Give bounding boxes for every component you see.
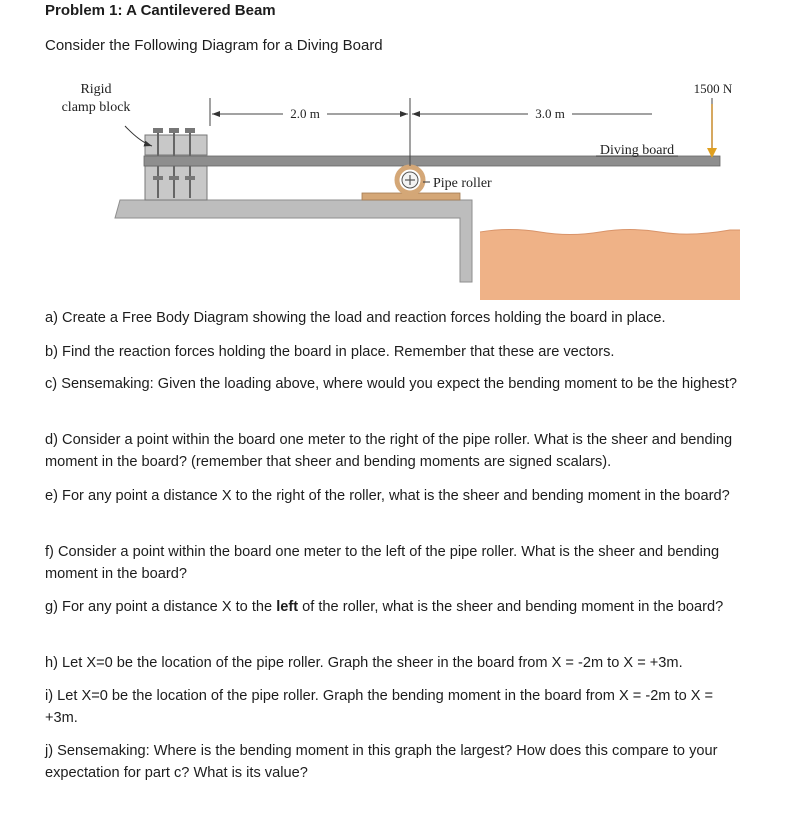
- question-c: c) Sensemaking: Given the loading above, where would you expect the bending moment to be the highest?: [45, 376, 738, 392]
- pool-deck: [115, 200, 472, 282]
- diving-board-diagram: [40, 70, 760, 300]
- question-f: f) Consider a point within the board one meter to the left of the pipe roller. What is the sheer and bending moment in the board?: [45, 544, 720, 582]
- pipe-roller: [397, 167, 423, 193]
- load-label: 1500 N: [693, 81, 733, 96]
- problem-title: Problem 1: A Cantilevered Beam: [45, 2, 276, 19]
- dimension-left-label: 2.0 m: [290, 106, 320, 121]
- board-label: Diving board: [599, 143, 675, 158]
- emphasis-left: left: [276, 599, 299, 615]
- question-b: b) Find the reaction forces holding the board in place. Remember that these are vectors.: [45, 344, 615, 360]
- question-j: j) Sensemaking: Where is the bending moment in this graph the largest? How does this compare to your expectation for part c? What is its value?: [45, 743, 718, 781]
- question-g: g) For any point a distance X to the left of the roller, what is the sheer and bending moment in the board?: [45, 599, 724, 615]
- question-d: d) Consider a point within the board one meter to the right of the pipe roller. What is the sheer and bending moment in the board? (remember that sheer and bending moments are signed scalars).: [45, 432, 733, 470]
- question-i: i) Let X=0 be the location of the pipe roller. Graph the bending moment in the board from X = -2m to X = +3m.: [45, 688, 714, 726]
- problem-subtitle: Consider the Following Diagram for a Diving Board: [45, 37, 383, 54]
- water: [480, 230, 740, 301]
- dimension-right-label: 3.0 m: [535, 106, 565, 121]
- clamp-label-line1: Rigid: [80, 82, 112, 97]
- question-e: e) For any point a distance X to the right of the roller, what is the sheer and bending moment in the board?: [45, 488, 730, 504]
- question-a: a) Create a Free Body Diagram showing the load and reaction forces holding the board in place.: [45, 310, 666, 326]
- clamp-label-line2: clamp block: [61, 100, 131, 115]
- question-h: h) Let X=0 be the location of the pipe roller. Graph the sheer in the board from X = -2m to X = +3m.: [45, 655, 683, 671]
- roller-label: Pipe roller: [433, 176, 492, 191]
- load-arrow: [707, 104, 717, 158]
